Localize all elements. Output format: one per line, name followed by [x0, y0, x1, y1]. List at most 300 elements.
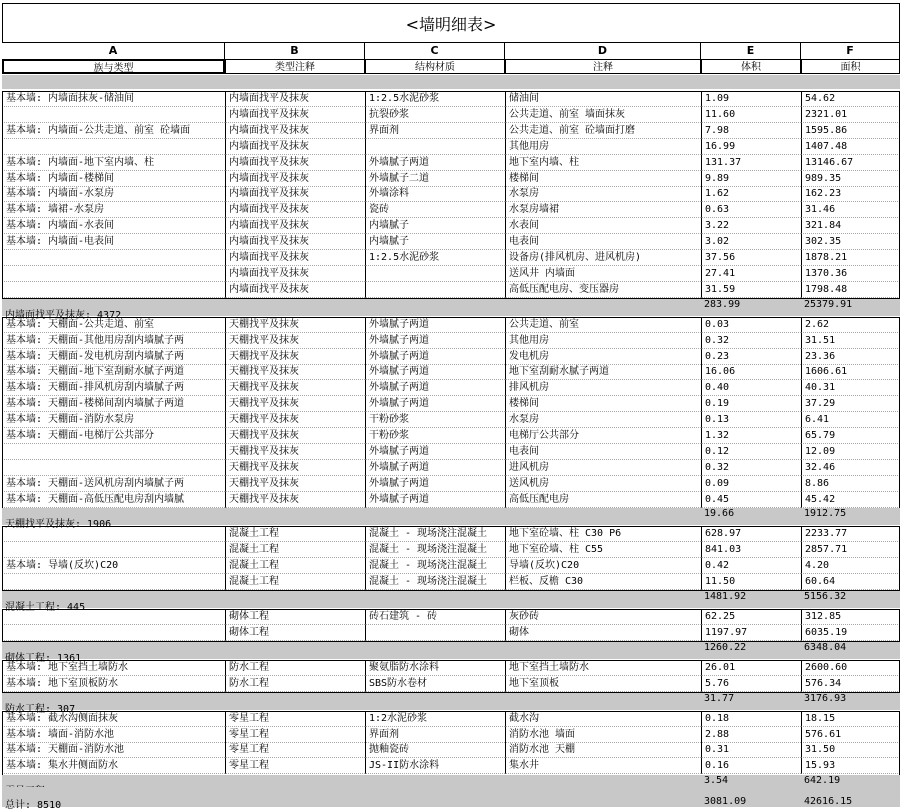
cell-area: 321.84	[801, 218, 900, 234]
group-summary-row[interactable]	[2, 591, 900, 613]
cell-type-comment: 天棚找平及抹灰	[225, 412, 365, 428]
cell-comment: 进风机房	[505, 460, 701, 476]
column-letter-d[interactable]: D	[505, 43, 701, 59]
cell-family-type[interactable]	[2, 282, 225, 298]
cell-volume: 0.19	[701, 396, 801, 412]
cell-type-comment: 防水工程	[225, 676, 365, 692]
cell-family-type[interactable]: 基本墙: 天棚面-消防水池	[2, 742, 225, 758]
cell-volume: 62.25	[701, 609, 801, 625]
table-row[interactable]	[2, 542, 900, 558]
cell-material: 砖石建筑 - 砖	[365, 609, 505, 625]
cell-material: 瓷砖	[365, 202, 505, 218]
cell-family-type[interactable]: 基本墙: 天棚面-地下室刮耐水腻子两道	[2, 364, 225, 380]
cell-comment: 消防水池 墙面	[505, 727, 701, 743]
cell-material: 混凝土 - 现场浇注混凝土	[365, 526, 505, 542]
cell-family-type[interactable]: 基本墙: 地下室顶板防水	[2, 676, 225, 692]
cell-volume: 1197.97	[701, 625, 801, 641]
cell-family-type[interactable]: 基本墙: 内墙面-水表间	[2, 218, 225, 234]
table-row[interactable]	[2, 171, 900, 187]
cell-area: 576.34	[801, 676, 900, 692]
table-row[interactable]	[2, 250, 900, 266]
cell-type-comment: 内墙面找平及抹灰	[225, 202, 365, 218]
cell-material: 内墙腻子	[365, 234, 505, 250]
cell-volume: 628.97	[701, 526, 801, 542]
cell-type-comment: 零星工程	[225, 742, 365, 758]
table-row[interactable]	[2, 558, 900, 574]
cell-volume: 131.37	[701, 155, 801, 171]
header-volume[interactable]: 体积	[701, 59, 801, 74]
cell-volume: 37.56	[701, 250, 801, 266]
table-row[interactable]	[2, 282, 900, 298]
table-row[interactable]	[2, 758, 900, 774]
cell-material: 外墙腻子两道	[365, 444, 505, 460]
cell-comment: 栏板、反檐 C30	[505, 574, 701, 590]
table-row[interactable]	[2, 266, 900, 282]
cell-material: 内墙腻子	[365, 218, 505, 234]
cell-family-type[interactable]: 基本墙: 天棚面-发电机房刮内墙腻子两	[2, 349, 225, 365]
cell-material: 外墙腻子两道	[365, 364, 505, 380]
cell-area: 1798.48	[801, 282, 900, 298]
group-summary-volume: 3.54	[704, 775, 729, 786]
cell-type-comment: 内墙面找平及抹灰	[225, 123, 365, 139]
cell-material: 1:2水泥砂浆	[365, 711, 505, 727]
group-summary-label: 天棚找平及抹灰: 1906	[5, 519, 112, 530]
cell-comment: 公共走道、前室	[505, 317, 701, 333]
cell-area: 2233.77	[801, 526, 900, 542]
cell-comment: 电表间	[505, 234, 701, 250]
cell-type-comment: 零星工程	[225, 758, 365, 774]
grand-total-area: 42616.15	[804, 796, 853, 807]
cell-material	[365, 625, 505, 641]
cell-family-type[interactable]: 基本墙: 天棚面-电梯厅公共部分	[2, 428, 225, 444]
grand-total-row	[2, 787, 900, 811]
cell-area: 8.86	[801, 476, 900, 492]
table-row[interactable]	[2, 476, 900, 492]
cell-family-type[interactable]	[2, 574, 225, 590]
cell-area: 6035.19	[801, 625, 900, 641]
cell-type-comment: 混凝土工程	[225, 542, 365, 558]
cell-volume: 7.98	[701, 123, 801, 139]
table-row[interactable]	[2, 202, 900, 218]
cell-comment: 排风机房	[505, 380, 701, 396]
cell-type-comment: 天棚找平及抹灰	[225, 396, 365, 412]
group-summary-label: 防水工程: 307	[5, 704, 76, 715]
table-row[interactable]	[2, 609, 900, 625]
cell-family-type[interactable]: 基本墙: 内墙面-电表间	[2, 234, 225, 250]
cell-type-comment: 内墙面找平及抹灰	[225, 139, 365, 155]
cell-area: 23.36	[801, 349, 900, 365]
cell-comment: 设备房(排风机房、进风机房)	[505, 250, 701, 266]
cell-type-comment: 天棚找平及抹灰	[225, 364, 365, 380]
column-letter-a[interactable]: A	[2, 43, 225, 59]
cell-volume: 0.03	[701, 317, 801, 333]
cell-volume: 0.63	[701, 202, 801, 218]
cell-type-comment: 天棚找平及抹灰	[225, 349, 365, 365]
cell-material: 抛釉瓷砖	[365, 742, 505, 758]
cell-material: 外墙腻子两道	[365, 396, 505, 412]
cell-area: 576.61	[801, 727, 900, 743]
cell-family-type[interactable]	[2, 266, 225, 282]
cell-area: 54.62	[801, 91, 900, 107]
cell-volume: 9.89	[701, 171, 801, 187]
cell-area: 989.35	[801, 171, 900, 187]
column-letter-row	[2, 43, 900, 59]
cell-volume: 1.09	[701, 91, 801, 107]
table-row[interactable]	[2, 676, 900, 692]
cell-family-type[interactable]	[2, 625, 225, 641]
cell-area: 31.51	[801, 333, 900, 349]
cell-material: 外墙腻子二道	[365, 171, 505, 187]
cell-comment: 水泵房	[505, 412, 701, 428]
grand-total-label: 总计: 8510	[5, 800, 62, 811]
cell-comment: 砌体	[505, 625, 701, 641]
cell-family-type[interactable]: 基本墙: 天棚面-送风机房刮内墙腻子两	[2, 476, 225, 492]
group-summary-row[interactable]	[2, 299, 900, 321]
cell-area: 45.42	[801, 492, 900, 508]
cell-family-type[interactable]: 基本墙: 集水井侧面防水	[2, 758, 225, 774]
cell-comment: 公共走道、前室 墙面抹灰	[505, 107, 701, 123]
column-letter-c[interactable]: C	[365, 43, 505, 59]
cell-material: 外墙涂料	[365, 186, 505, 202]
cell-comment: 送风井 内墙面	[505, 266, 701, 282]
cell-area: 1370.36	[801, 266, 900, 282]
cell-comment: 消防水池 天棚	[505, 742, 701, 758]
cell-area: 1595.86	[801, 123, 900, 139]
cell-comment: 电梯厅公共部分	[505, 428, 701, 444]
cell-area: 31.46	[801, 202, 900, 218]
cell-comment: 灰砂砖	[505, 609, 701, 625]
cell-type-comment: 内墙面找平及抹灰	[225, 107, 365, 123]
cell-volume: 0.18	[701, 711, 801, 727]
schedule-sheet	[2, 3, 900, 811]
cell-type-comment: 内墙面找平及抹灰	[225, 171, 365, 187]
cell-type-comment: 混凝土工程	[225, 526, 365, 542]
table-row[interactable]	[2, 711, 900, 727]
header-area[interactable]: 面积	[801, 59, 900, 74]
cell-family-type[interactable]: 基本墙: 截水沟侧面抹灰	[2, 711, 225, 727]
group-summary-area: 3176.93	[804, 693, 847, 704]
cell-type-comment: 内墙面找平及抹灰	[225, 234, 365, 250]
cell-area: 6.41	[801, 412, 900, 428]
table-row[interactable]	[2, 349, 900, 365]
cell-type-comment: 内墙面找平及抹灰	[225, 250, 365, 266]
cell-comment: 集水井	[505, 758, 701, 774]
table-row[interactable]	[2, 155, 900, 171]
cell-comment: 地下室内墙、柱	[505, 155, 701, 171]
table-row[interactable]	[2, 428, 900, 444]
cell-volume: 11.60	[701, 107, 801, 123]
cell-area: 2321.01	[801, 107, 900, 123]
header-comment[interactable]: 注释	[505, 59, 701, 74]
column-letter-b[interactable]: B	[225, 43, 365, 59]
cell-comment: 截水沟	[505, 711, 701, 727]
cell-family-type[interactable]: 基本墙: 墙面-消防水池	[2, 727, 225, 743]
cell-family-type[interactable]	[2, 542, 225, 558]
cell-volume: 0.12	[701, 444, 801, 460]
cell-material: 外墙腻子两道	[365, 333, 505, 349]
cell-volume: 27.41	[701, 266, 801, 282]
cell-area: 60.64	[801, 574, 900, 590]
cell-family-type[interactable]	[2, 250, 225, 266]
cell-family-type[interactable]: 基本墙: 内墙面-公共走道、前室 砼墙面	[2, 123, 225, 139]
table-row[interactable]	[2, 396, 900, 412]
cell-comment: 发电机房	[505, 349, 701, 365]
cell-comment: 导墙(反坎)C20	[505, 558, 701, 574]
cell-family-type[interactable]: 基本墙: 内墙面抹灰-储油间	[2, 91, 225, 107]
cell-material: 混凝土 - 现场浇注混凝土	[365, 542, 505, 558]
cell-type-comment: 天棚找平及抹灰	[225, 333, 365, 349]
cell-family-type[interactable]: 基本墙: 导墙(反坎)C20	[2, 558, 225, 574]
cell-comment: 水泵房	[505, 186, 701, 202]
cell-family-type[interactable]: 基本墙: 墙裙-水泵房	[2, 202, 225, 218]
cell-family-type[interactable]	[2, 460, 225, 476]
table-row[interactable]	[2, 234, 900, 250]
cell-type-comment: 内墙面找平及抹灰	[225, 282, 365, 298]
cell-volume: 0.32	[701, 460, 801, 476]
cell-family-type[interactable]: 基本墙: 天棚面-排风机房刮内墙腻子两	[2, 380, 225, 396]
cell-type-comment: 天棚找平及抹灰	[225, 492, 365, 508]
cell-area: 15.93	[801, 758, 900, 774]
table-row[interactable]	[2, 139, 900, 155]
cell-material	[365, 139, 505, 155]
cell-area: 1606.61	[801, 364, 900, 380]
header-family-type[interactable]: 族与类型	[2, 59, 225, 74]
cell-volume: 1.32	[701, 428, 801, 444]
cell-area: 4.20	[801, 558, 900, 574]
cell-area: 162.23	[801, 186, 900, 202]
header-material[interactable]: 结构材质	[365, 59, 505, 74]
cell-type-comment: 天棚找平及抹灰	[225, 428, 365, 444]
cell-family-type[interactable]: 基本墙: 天棚面-消防水泵房	[2, 412, 225, 428]
table-row[interactable]	[2, 492, 900, 508]
cell-material: 界面剂	[365, 727, 505, 743]
schedule-title: <墙明细表>	[2, 3, 900, 43]
cell-family-type[interactable]: 基本墙: 内墙面-水泵房	[2, 186, 225, 202]
cell-material: 界面剂	[365, 123, 505, 139]
cell-comment: 楼梯间	[505, 171, 701, 187]
cell-comment: 其他用房	[505, 139, 701, 155]
cell-family-type[interactable]: 基本墙: 天棚面-其他用房刮内墙腻子两	[2, 333, 225, 349]
group-summary-volume: 1481.92	[704, 591, 747, 602]
cell-type-comment: 内墙面找平及抹灰	[225, 218, 365, 234]
cell-area: 312.85	[801, 609, 900, 625]
cell-volume: 0.13	[701, 412, 801, 428]
group-summary-row[interactable]	[2, 508, 900, 530]
group-summary-label: 混凝土工程: 445	[5, 602, 86, 613]
table-row[interactable]	[2, 218, 900, 234]
cell-volume: 0.23	[701, 349, 801, 365]
table-row[interactable]	[2, 412, 900, 428]
cell-material: 干粉砂浆	[365, 428, 505, 444]
cell-comment: 地下室刮耐水腻子两道	[505, 364, 701, 380]
cell-type-comment: 零星工程	[225, 727, 365, 743]
cell-area: 32.46	[801, 460, 900, 476]
header-type-comment[interactable]: 类型注释	[225, 59, 365, 74]
cell-material: 外墙腻子两道	[365, 476, 505, 492]
cell-material	[365, 266, 505, 282]
group-summary-volume: 283.99	[704, 299, 741, 310]
group-summary-volume: 1260.22	[704, 642, 747, 653]
table-row[interactable]	[2, 460, 900, 476]
cell-volume: 0.16	[701, 758, 801, 774]
cell-area: 31.50	[801, 742, 900, 758]
cell-material: 混凝土 - 现场浇注混凝土	[365, 558, 505, 574]
group-summary-area: 1912.75	[804, 508, 847, 519]
cell-area: 302.35	[801, 234, 900, 250]
cell-type-comment: 内墙面找平及抹灰	[225, 155, 365, 171]
cell-volume: 2.88	[701, 727, 801, 743]
table-row[interactable]	[2, 186, 900, 202]
table-row[interactable]	[2, 107, 900, 123]
cell-material: 外墙腻子两道	[365, 155, 505, 171]
table-row[interactable]	[2, 625, 900, 641]
cell-material: 干粉砂浆	[365, 412, 505, 428]
cell-material: 1:2.5水泥砂浆	[365, 250, 505, 266]
cell-comment: 楼梯间	[505, 396, 701, 412]
cell-material	[365, 282, 505, 298]
cell-family-type[interactable]	[2, 107, 225, 123]
cell-material: SBS防水卷材	[365, 676, 505, 692]
cell-volume: 16.06	[701, 364, 801, 380]
cell-family-type[interactable]	[2, 526, 225, 542]
cell-material: 外墙腻子两道	[365, 349, 505, 365]
group-summary-volume: 19.66	[704, 508, 735, 519]
group-summary-row[interactable]	[2, 642, 900, 664]
cell-family-type[interactable]	[2, 444, 225, 460]
cell-material: 抗裂砂浆	[365, 107, 505, 123]
cell-volume: 11.50	[701, 574, 801, 590]
table-row[interactable]	[2, 380, 900, 396]
group-summary-area: 6348.04	[804, 642, 847, 653]
cell-area: 2.62	[801, 317, 900, 333]
cell-family-type[interactable]: 基本墙: 内墙面-地下室内墙、柱	[2, 155, 225, 171]
cell-volume: 16.99	[701, 139, 801, 155]
cell-family-type[interactable]	[2, 139, 225, 155]
cell-volume: 1.62	[701, 186, 801, 202]
cell-area: 12.09	[801, 444, 900, 460]
cell-volume: 0.42	[701, 558, 801, 574]
cell-volume: 0.32	[701, 333, 801, 349]
table-row[interactable]	[2, 333, 900, 349]
group-summary-area: 642.19	[804, 775, 841, 786]
group-summary-label: 砌体工程: 1361	[5, 653, 82, 664]
column-letter-f[interactable]: F	[801, 43, 900, 59]
cell-type-comment: 砌体工程	[225, 609, 365, 625]
cell-family-type[interactable]: 基本墙: 内墙面-楼梯间	[2, 171, 225, 187]
cell-area: 18.15	[801, 711, 900, 727]
cell-family-type[interactable]: 基本墙: 地下室挡土墙防水	[2, 660, 225, 676]
cell-type-comment: 砌体工程	[225, 625, 365, 641]
cell-volume: 26.01	[701, 660, 801, 676]
cell-type-comment: 内墙面找平及抹灰	[225, 266, 365, 282]
grand-total-volume: 3081.09	[704, 796, 747, 807]
cell-material: 外墙腻子两道	[365, 317, 505, 333]
cell-family-type[interactable]	[2, 609, 225, 625]
cell-material: 外墙腻子两道	[365, 380, 505, 396]
cell-type-comment: 混凝土工程	[225, 558, 365, 574]
cell-volume: 0.40	[701, 380, 801, 396]
cell-comment: 储油间	[505, 91, 701, 107]
cell-comment: 水表间	[505, 218, 701, 234]
group-summary-label: 内墙面找平及抹灰: 4372	[5, 310, 122, 321]
table-row[interactable]	[2, 91, 900, 107]
cell-material: 混凝土 - 现场浇注混凝土	[365, 574, 505, 590]
cell-material: 外墙腻子两道	[365, 492, 505, 508]
cell-family-type[interactable]: 基本墙: 天棚面-高低压配电房刮内墙腻	[2, 492, 225, 508]
cell-comment: 其他用房	[505, 333, 701, 349]
cell-area: 37.29	[801, 396, 900, 412]
cell-comment: 电表间	[505, 444, 701, 460]
cell-type-comment: 零星工程	[225, 711, 365, 727]
table-row[interactable]	[2, 123, 900, 139]
cell-material: 1:2.5水泥砂浆	[365, 91, 505, 107]
cell-material: 聚氨脂防水涂料	[365, 660, 505, 676]
group-summary-volume: 31.77	[704, 693, 735, 704]
cell-type-comment: 天棚找平及抹灰	[225, 380, 365, 396]
cell-volume: 3.02	[701, 234, 801, 250]
table-row[interactable]	[2, 444, 900, 460]
cell-family-type[interactable]: 基本墙: 天棚面-公共走道、前室	[2, 317, 225, 333]
cell-area: 1407.48	[801, 139, 900, 155]
group-summary-area: 25379.91	[804, 299, 853, 310]
group-summary-area: 5156.32	[804, 591, 847, 602]
cell-comment: 公共走道、前室 砼墙面打磨	[505, 123, 701, 139]
table-row[interactable]	[2, 526, 900, 542]
cell-material: JS-II防水涂料	[365, 758, 505, 774]
cell-comment: 地下室挡土墙防水	[505, 660, 701, 676]
cell-volume: 3.22	[701, 218, 801, 234]
cell-volume: 841.03	[701, 542, 801, 558]
cell-area: 2857.71	[801, 542, 900, 558]
group-summary-row[interactable]	[2, 693, 900, 715]
table-row[interactable]	[2, 317, 900, 333]
cell-comment: 地下室砼墙、柱 C55	[505, 542, 701, 558]
cell-type-comment: 防水工程	[225, 660, 365, 676]
cell-area: 2600.60	[801, 660, 900, 676]
cell-type-comment: 天棚找平及抹灰	[225, 444, 365, 460]
column-letter-e[interactable]: E	[701, 43, 801, 59]
table-row[interactable]	[2, 727, 900, 743]
cell-material: 外墙腻子两道	[365, 460, 505, 476]
cell-comment: 高低压配电房	[505, 492, 701, 508]
header-spacer	[2, 75, 900, 89]
table-row[interactable]	[2, 574, 900, 590]
cell-type-comment: 天棚找平及抹灰	[225, 460, 365, 476]
cell-volume: 0.45	[701, 492, 801, 508]
cell-area: 65.79	[801, 428, 900, 444]
cell-comment: 地下室砼墙、柱 C30 P6	[505, 526, 701, 542]
cell-volume: 31.59	[701, 282, 801, 298]
cell-volume: 0.09	[701, 476, 801, 492]
cell-area: 40.31	[801, 380, 900, 396]
cell-comment: 高低压配电房、变压器房	[505, 282, 701, 298]
cell-area: 1878.21	[801, 250, 900, 266]
cell-type-comment: 天棚找平及抹灰	[225, 476, 365, 492]
table-row[interactable]	[2, 364, 900, 380]
cell-type-comment: 内墙面找平及抹灰	[225, 91, 365, 107]
cell-type-comment: 内墙面找平及抹灰	[225, 186, 365, 202]
table-row[interactable]	[2, 660, 900, 676]
cell-type-comment: 混凝土工程	[225, 574, 365, 590]
cell-comment: 地下室顶板	[505, 676, 701, 692]
cell-comment: 水泵房墙裙	[505, 202, 701, 218]
table-row[interactable]	[2, 742, 900, 758]
cell-comment: 送风机房	[505, 476, 701, 492]
cell-family-type[interactable]: 基本墙: 天棚面-楼梯间刮内墙腻子两道	[2, 396, 225, 412]
cell-volume: 0.31	[701, 742, 801, 758]
header-row	[2, 59, 900, 75]
cell-type-comment: 天棚找平及抹灰	[225, 317, 365, 333]
